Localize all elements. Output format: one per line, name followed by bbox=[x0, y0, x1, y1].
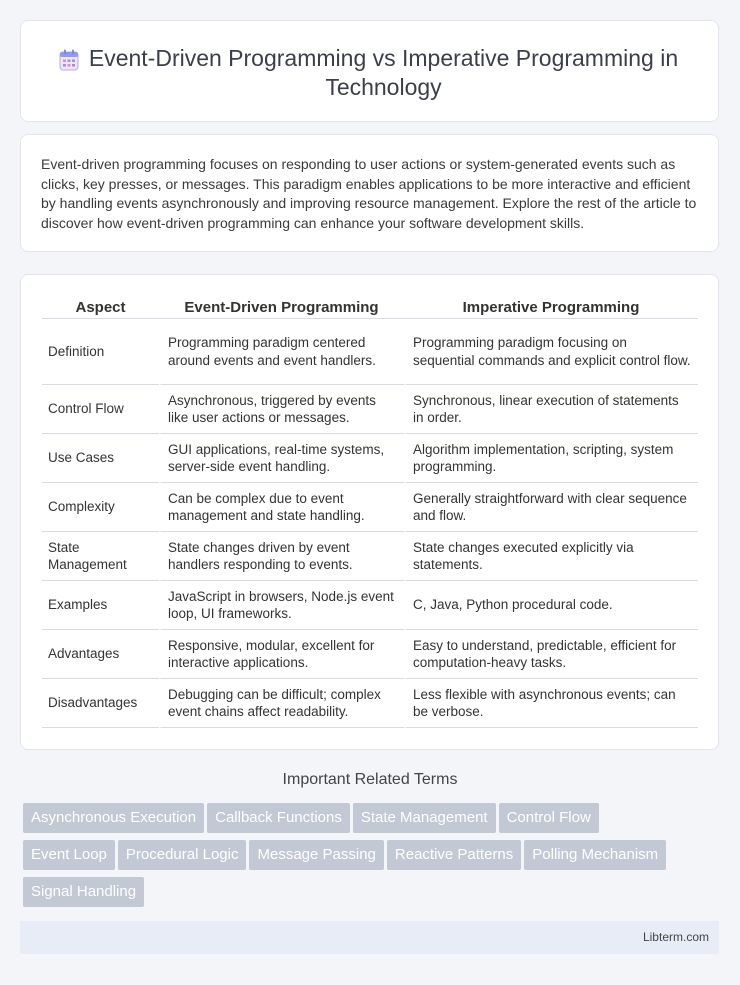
tag-callback-functions[interactable]: Callback Functions bbox=[207, 803, 350, 833]
event-driven-cell: Can be complex due to event management and state handling. bbox=[159, 483, 404, 532]
imperative-cell: State changes executed explicitly via statements. bbox=[404, 532, 698, 581]
table-row bbox=[42, 679, 698, 728]
imperative-cell: C, Java, Python procedural code. bbox=[404, 581, 698, 630]
aspect-cell: Examples bbox=[42, 581, 159, 630]
aspect-cell: Advantages bbox=[42, 630, 159, 679]
header-imperative: Imperative Programming bbox=[404, 295, 698, 319]
imperative-cell: Programming paradigm focusing on sequential commands and explicit control flow. bbox=[404, 319, 698, 385]
table-row bbox=[42, 581, 698, 630]
comparison-card bbox=[20, 274, 719, 750]
table-row bbox=[42, 483, 698, 532]
table-row bbox=[42, 630, 698, 679]
header-aspect: Aspect bbox=[42, 295, 159, 319]
tag-signal-handling[interactable]: Signal Handling bbox=[23, 877, 144, 907]
event-driven-cell: Asynchronous, triggered by events like user actions or messages. bbox=[159, 385, 404, 434]
aspect-cell: Definition bbox=[42, 319, 159, 385]
tag-reactive-patterns[interactable]: Reactive Patterns bbox=[387, 840, 521, 870]
tag-polling-mechanism[interactable]: Polling Mechanism bbox=[524, 840, 666, 870]
tag-procedural-logic[interactable]: Procedural Logic bbox=[118, 840, 247, 870]
tag-state-management[interactable]: State Management bbox=[353, 803, 496, 833]
aspect-cell: Control Flow bbox=[42, 385, 159, 434]
table-row bbox=[42, 319, 698, 385]
imperative-cell: Synchronous, linear execution of statements in order. bbox=[404, 385, 698, 434]
imperative-cell: Less flexible with asynchronous events; can be verbose. bbox=[404, 679, 698, 728]
header-event-driven: Event-Driven Programming bbox=[159, 295, 404, 319]
event-driven-cell: GUI applications, real-time systems, server-side event handling. bbox=[159, 434, 404, 483]
imperative-cell: Algorithm implementation, scripting, system programming. bbox=[404, 434, 698, 483]
comparison-table bbox=[42, 295, 698, 728]
aspect-cell: Use Cases bbox=[42, 434, 159, 483]
event-driven-cell: Programming paradigm centered around events and event handlers. bbox=[159, 319, 404, 385]
aspect-cell: Complexity bbox=[42, 483, 159, 532]
intro-card bbox=[20, 134, 719, 252]
table-row bbox=[42, 434, 698, 483]
aspect-cell: Disadvantages bbox=[42, 679, 159, 728]
imperative-cell: Easy to understand, predictable, efficient for computation-heavy tasks. bbox=[404, 630, 698, 679]
footer-site-link[interactable]: Libterm.com bbox=[642, 930, 709, 944]
tag-control-flow[interactable]: Control Flow bbox=[499, 803, 599, 833]
title-card bbox=[20, 20, 719, 122]
imperative-cell: Generally straightforward with clear sequence and flow. bbox=[404, 483, 698, 532]
event-driven-cell: Debugging can be difficult; complex event chains affect readability. bbox=[159, 679, 404, 728]
event-driven-cell: JavaScript in browsers, Node.js event loop, UI frameworks. bbox=[159, 581, 404, 630]
event-driven-cell: State changes driven by event handlers responding to events. bbox=[159, 532, 404, 581]
tag-asynchronous-execution[interactable]: Asynchronous Execution bbox=[23, 803, 204, 833]
event-driven-cell: Responsive, modular, excellent for interactive applications. bbox=[159, 630, 404, 679]
table-row bbox=[42, 532, 698, 581]
intro-paragraph: Event-driven programming focuses on responding to user actions or system-generated events such as clicks, key presses, or messages. This paradigm enables applications to be more interactive and efficient by handling events asynchronously and improving resource management. Explore the rest of the article to discover how event-driven programming can enhance your software development skills. bbox=[41, 156, 697, 231]
page-title: Event-Driven Programming vs Imperative Programming in Technology bbox=[88, 45, 679, 100]
tag-message-passing[interactable]: Message Passing bbox=[249, 840, 383, 870]
tag-event-loop[interactable]: Event Loop bbox=[23, 840, 115, 870]
table-row bbox=[42, 385, 698, 434]
related-terms-list bbox=[23, 803, 723, 914]
aspect-cell: State Management bbox=[42, 532, 159, 581]
related-terms-heading: Important Related Terms bbox=[282, 771, 458, 788]
table-header-row bbox=[42, 295, 698, 319]
footer bbox=[20, 921, 719, 954]
